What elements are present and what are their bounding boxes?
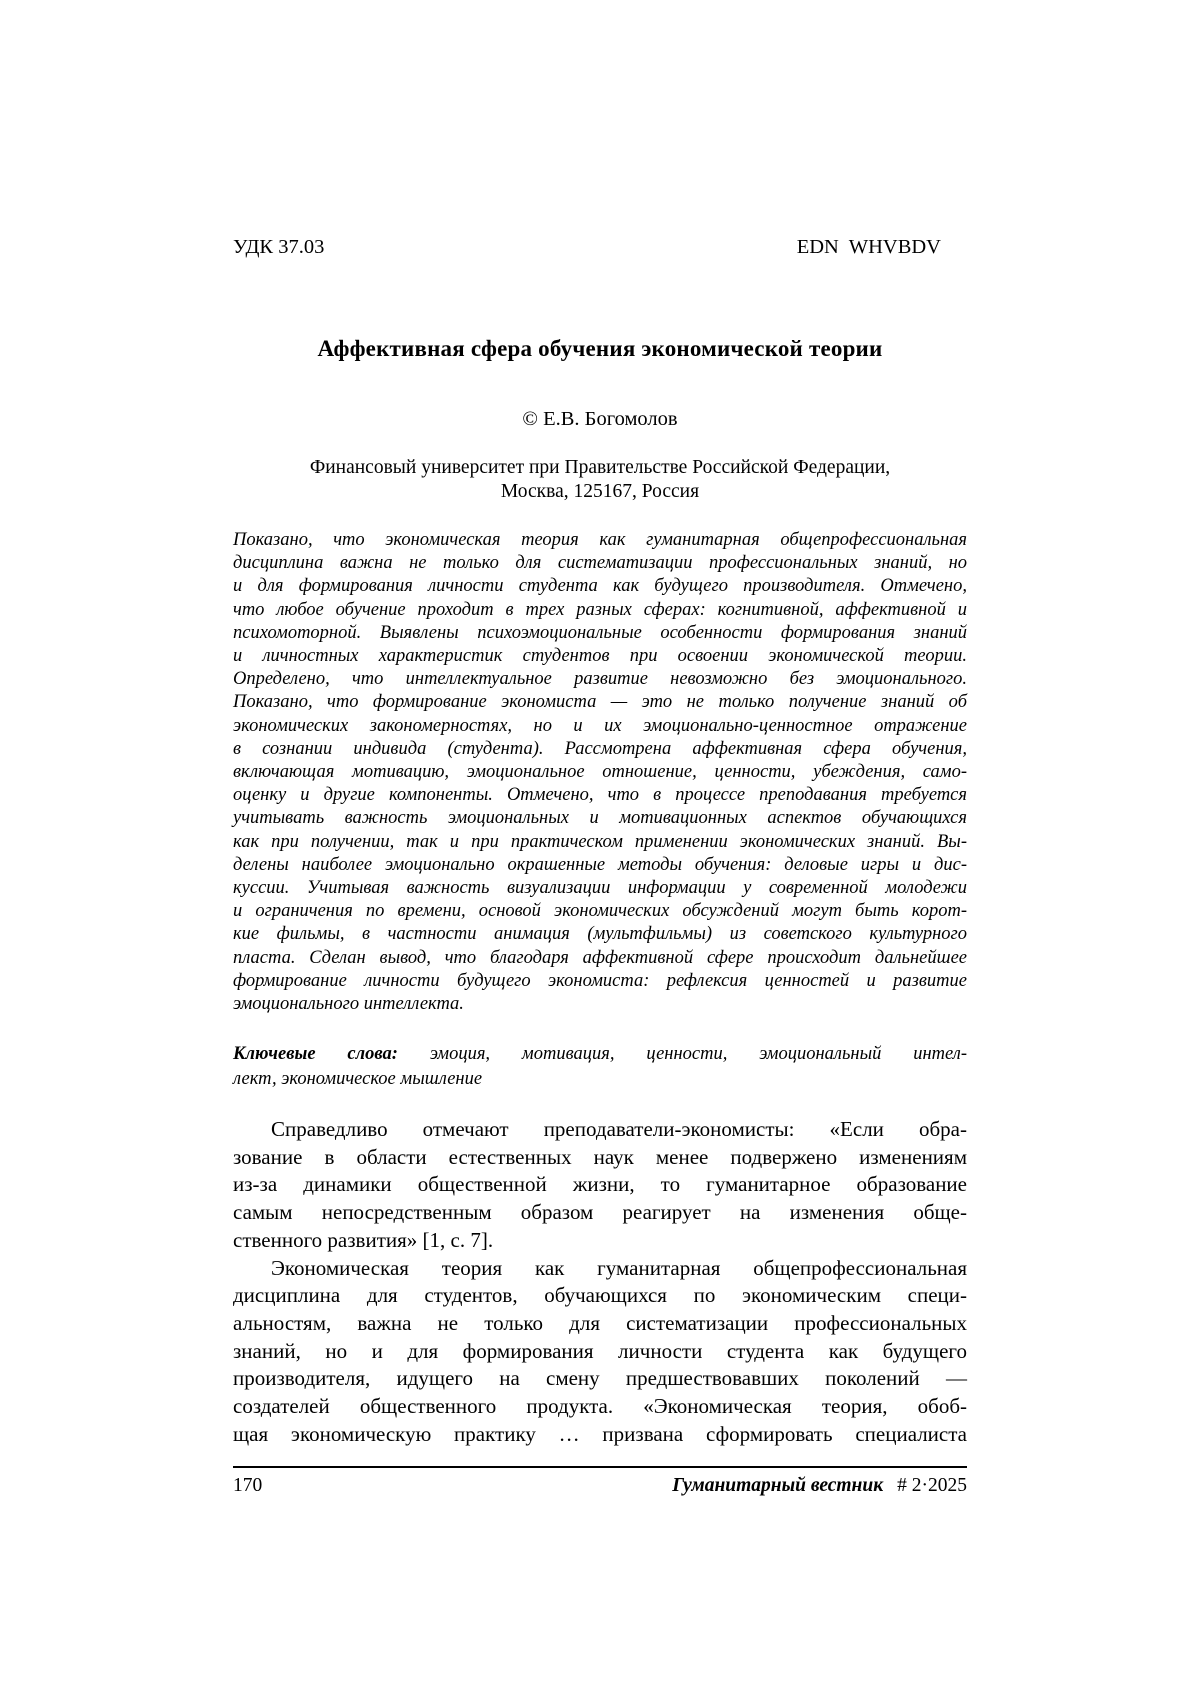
article-body — [233, 1116, 967, 1448]
body-line: из-за динамики общественной жизни, то гуманитарное образование — [233, 1172, 967, 1197]
affiliation-line-1: Финансовый университет при Правительстве Российской Федерации, — [309, 457, 891, 478]
keywords-section — [233, 1042, 967, 1091]
abstract-line: учитывать важность эмоциональных и мотивационных аспектов обучающихся — [233, 808, 967, 829]
abstract-line: делены наиболее эмоционально окрашенные методы обучения: деловые игры и дис- — [233, 854, 967, 875]
affiliation — [233, 456, 967, 504]
journal-title: Гуманитарный вестник — [672, 1475, 884, 1496]
abstract-line: включающая мотивацию, эмоциональное отношение, ценности, убеждения, само- — [233, 762, 967, 783]
body-line: дисциплина для студентов, обучающихся по экономическим специ- — [233, 1283, 967, 1308]
article-title: Аффективная сфера обучения экономической теории — [317, 336, 883, 361]
abstract-line: оценку и другие компоненты. Отмечено, что в процессе преподавания требуется — [233, 785, 967, 806]
affiliation-line-2: Москва, 125167, Россия — [500, 481, 700, 502]
edn-code: EDN WHVBDV — [796, 236, 941, 258]
udc-code: УДК 37.03 — [233, 236, 325, 258]
abstract-line: Показано, что формирование экономиста — это не только получение знаний об — [233, 692, 967, 713]
abstract-line: и для формирования личности студента как будущего производителя. Отмечено, — [233, 576, 967, 597]
abstract-line: как при получении, так и при практическом применении экономических знаний. Вы- — [233, 831, 967, 852]
abstract-line: Показано, что экономическая теория как гуманитарная общепрофессиональная — [233, 530, 967, 550]
body-line: самым непосредственным образом реагирует на изменения обще- — [233, 1200, 967, 1225]
body-paragraph-2 — [233, 1255, 967, 1449]
abstract-line: куссии. Учитывая важность визуализации информации у современной молодежи — [233, 878, 967, 899]
abstract-line: в сознании индивида (студента). Рассмотрена аффективная сфера обучения, — [233, 738, 967, 759]
abstract-line: что любое обучение проходит в трех разных сферах: когнитивной, аффективной и — [233, 599, 967, 620]
author-line: © Е.В. Богомолов — [522, 408, 678, 430]
keywords-label: Ключевые слова: — [233, 1044, 398, 1064]
keywords-line-2: лект, экономическое мышление — [233, 1068, 483, 1089]
abstract-line: и ограничения по времени, основой экономических обсуждений могут быть корот- — [233, 901, 967, 922]
abstract-line: дисциплина важна не только для систематизации профессиональных знаний, но — [233, 553, 967, 574]
keywords-text: эмоция, мотивация, ценности, эмоциональный интел- — [397, 1044, 967, 1064]
page-header — [233, 236, 967, 259]
page-footer — [233, 1475, 967, 1497]
body-paragraph-1 — [233, 1116, 967, 1255]
keywords-line-1 — [233, 1042, 967, 1067]
journal-reference — [672, 1475, 967, 1497]
body-line: альностям, важна не только для систематизации профессиональных — [233, 1310, 967, 1335]
abstract-line: психомоторной. Выявлены психоэмоциональные особенности формирования знаний — [233, 622, 967, 643]
abstract-line: пласта. Сделан вывод, что благодаря аффективной сфере происходит дальнейшее — [233, 947, 967, 968]
body-line: производителя, идущего на смену предшествовавших поколений — — [233, 1366, 967, 1391]
body-line: знаний, но и для формирования личности студента как будущего — [233, 1338, 967, 1363]
footer-divider — [233, 1466, 967, 1468]
body-line: Экономическая теория как гуманитарная общепрофессиональная — [271, 1255, 967, 1280]
abstract-line: эмоционального интеллекта. — [233, 994, 464, 1015]
body-line: Справедливо отмечают преподаватели-экономисты: «Если обра- — [271, 1117, 967, 1141]
body-line: щая экономическую практику … призвана сформировать специалиста — [233, 1421, 967, 1446]
abstract-line: и личностных характеристик студентов при освоении экономической теории. — [233, 646, 967, 667]
page-number: 170 — [233, 1475, 263, 1496]
body-line: зование в области естественных наук менее подвержено изменениям — [233, 1144, 967, 1169]
abstract — [233, 529, 967, 1016]
issue-number: # 2·2025 — [897, 1475, 967, 1496]
abstract-line: формирование личности будущего экономиста: рефлексия ценностей и развитие — [233, 970, 967, 991]
abstract-line: экономических закономерностях, но и их эмоционально-ценностное отражение — [233, 715, 967, 736]
body-line: ственного развития» [1, с. 7]. — [233, 1227, 494, 1252]
abstract-line: Определено, что интеллектуальное развитие невозможно без эмоционального. — [233, 669, 967, 690]
body-line: создателей общественного продукта. «Экономическая теория, обоб- — [233, 1394, 967, 1419]
abstract-line: кие фильмы, в частности анимация (мультфильмы) из советского культурного — [233, 924, 967, 945]
